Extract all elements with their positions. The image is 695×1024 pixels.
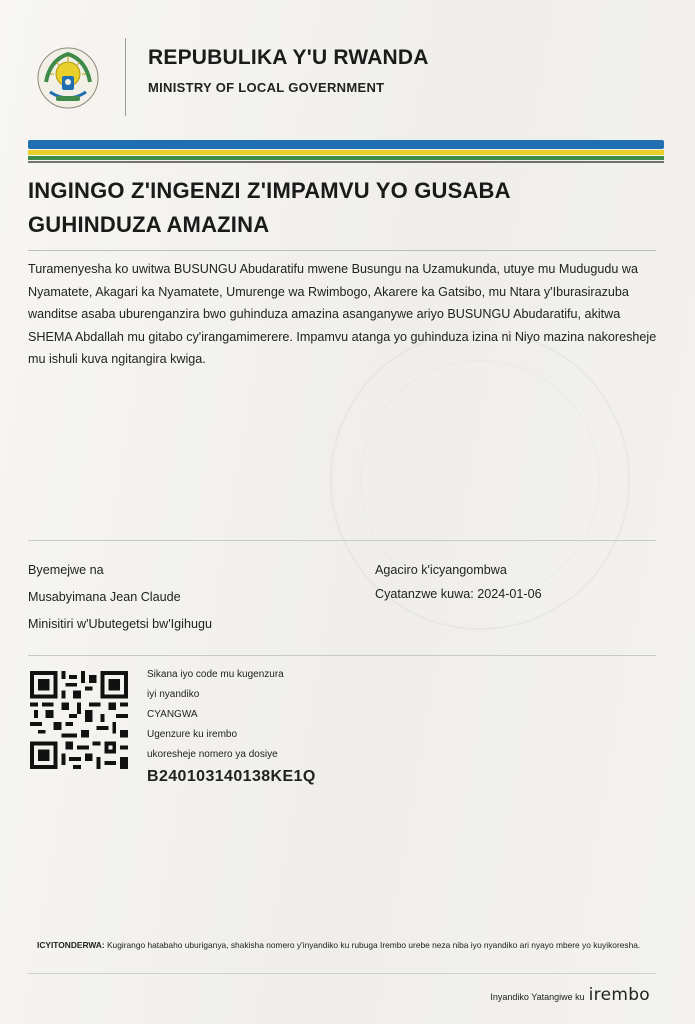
- dossier-number: B240103140138KE1Q: [147, 768, 316, 785]
- approver-block: [28, 562, 348, 643]
- notice-text: Kugirango hatabaho uburiganya, shakisha nomero y'inyandiko ku rubuga Irembo urebe neza niba iyo nyandiko ari nyayo mbere yo kuyikoresha.: [104, 940, 641, 950]
- approver-title: Minisitiri w'Ubutegetsi bw'Igihugu: [28, 617, 212, 631]
- rwanda-coat-of-arms-icon: [36, 46, 100, 110]
- footer-divider: [28, 973, 656, 974]
- document-header: [30, 38, 670, 128]
- footer: [490, 985, 650, 1005]
- republic-title: REPUBULIKA Y'U RWANDA: [148, 46, 429, 69]
- footer-text: Inyandiko Yatangiwe ku: [490, 992, 585, 1002]
- validity-block: [375, 562, 655, 610]
- flag-color-band: [28, 140, 664, 162]
- title-divider: [28, 250, 656, 251]
- signature-divider: [28, 540, 656, 541]
- verify-line-1: Sikana iyo code mu kugenzura: [147, 669, 284, 680]
- notice: [37, 938, 657, 952]
- verify-line-5: ukoresheje nomero ya dosiye: [147, 749, 278, 760]
- document-body: Turamenyesha ko uwitwa BUSUNGU Abudaratifu mwene Busungu na Uzamukunda, utuye mu Mudugudu wa Nyamatete, Akagari ka Nyamatete, Umurenge wa Rwimbogo, Akarere ka Gatsibo, mu Ntara y'Iburasirazuba wanditse asaba uburenganzira bwo guhinduza amazina asanganywe ariyo BUSUNGU Abudaratifu, akitwa SHEMA Abdallah mu gitabo cy'irangamimerere. Impamvu atanga yo guhinduza izina ni Niyo mazina nakoresheje mu ishuli kuva ngitangira kwiga.: [28, 262, 657, 366]
- verify-line-4: Ugenzure ku irembo: [147, 729, 238, 740]
- approved-by-label: Byemejwe na: [28, 563, 104, 577]
- document-title: [28, 174, 658, 242]
- verification-block: [147, 668, 447, 786]
- notice-label: ICYITONDERWA:: [37, 940, 105, 950]
- verification-divider: [28, 655, 656, 656]
- issue-date: Cyatanzwe kuwa: 2024-01-06: [375, 587, 542, 601]
- irembo-logo: irembo: [588, 985, 650, 1005]
- verify-line-2: iyi nyandiko: [147, 689, 200, 700]
- ministry-name: MINISTRY OF LOCAL GOVERNMENT: [148, 80, 385, 95]
- qr-code-icon: [30, 668, 128, 772]
- approver-name: Musabyimana Jean Claude: [28, 590, 181, 604]
- verify-line-3: CYANGWA: [147, 709, 198, 720]
- title-line-1: INGINGO Z'INGENZI Z'IMPAMVU YO GUSABA: [28, 178, 511, 203]
- document-value-label: Agaciro k'icyangombwa: [375, 563, 507, 577]
- title-line-2: GUHINDUZA AMAZINA: [28, 212, 270, 237]
- header-divider: [125, 38, 126, 116]
